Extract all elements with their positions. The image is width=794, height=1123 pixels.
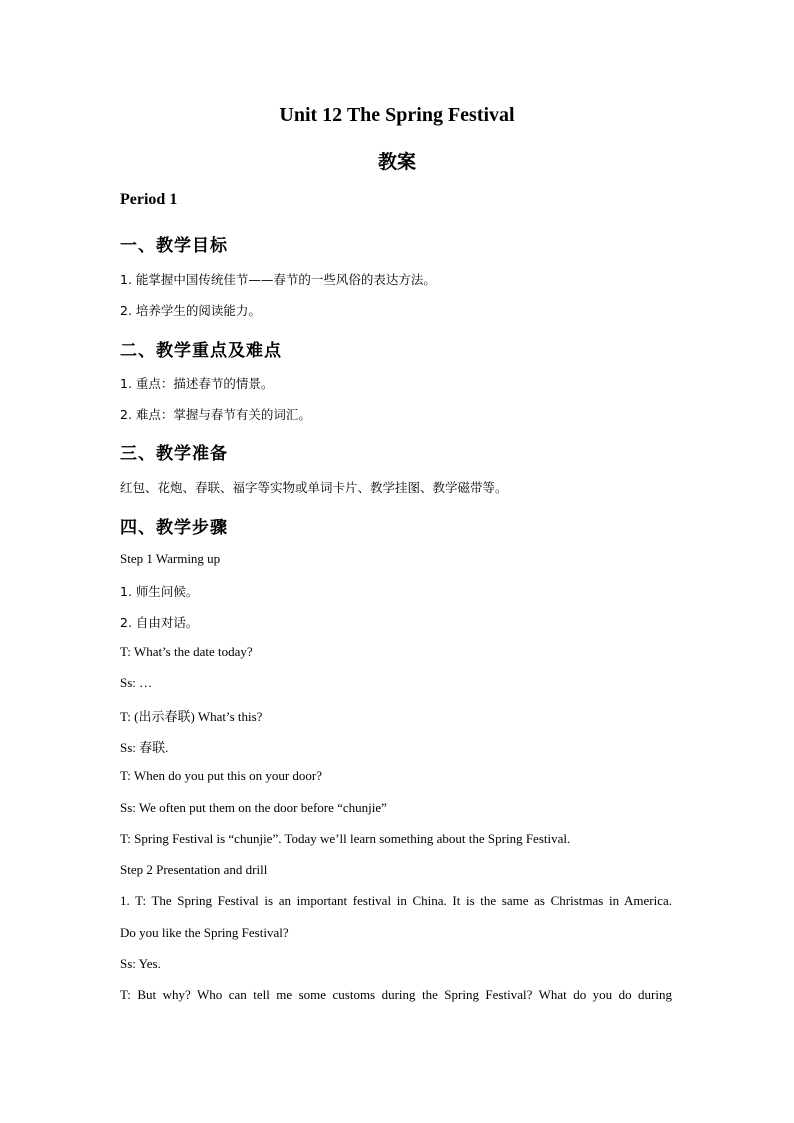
period-label: Period 1: [120, 191, 178, 208]
dialogue-line: T: But why? Who can tell me some customs during the Spring Festival? What do you do during: [120, 987, 672, 1002]
preparation-item: 红包、花炮、春联、福字等实物或单词卡片、教学挂图、教学磁带等。: [120, 480, 508, 495]
step-line: 1. 师生问候。: [120, 584, 199, 599]
dialogue-line: T: When do you put this on your door?: [120, 768, 323, 783]
section-heading-preparation: 三、教学准备: [120, 444, 228, 464]
step-heading: Step 2 Presentation and drill: [120, 862, 268, 877]
document-subtitle: 教案: [377, 151, 416, 173]
dialogue-line: Ss: Yes.: [120, 956, 161, 971]
section-heading-steps: 四、教学步骤: [120, 518, 228, 538]
dialogue-line: T: What’s the date today?: [120, 644, 253, 659]
document-title: Unit 12 The Spring Festival: [279, 104, 515, 126]
dialogue-line: Ss: We often put them on the door before “chunjie”: [120, 800, 387, 815]
dialogue-line: T: (出示春联) What’s this?: [120, 709, 263, 724]
objective-item: 1. 能掌握中国传统佳节——春节的一些风俗的表达方法。: [120, 272, 436, 287]
step-heading: Step 1 Warming up: [120, 551, 221, 566]
step-line: 2. 自由对话。: [120, 615, 199, 630]
objective-item: 2. 培养学生的阅读能力。: [120, 303, 261, 318]
dialogue-line: Do you like the Spring Festival?: [120, 925, 289, 940]
dialogue-line: Ss: …: [120, 675, 153, 690]
key-point-item: 1. 重点：描述春节的情景。: [120, 376, 274, 391]
key-point-item: 2. 难点：掌握与春节有关的词汇。: [120, 407, 311, 422]
section-heading-objectives: 一、教学目标: [120, 236, 228, 256]
dialogue-line: Ss: 春联.: [120, 740, 169, 755]
dialogue-line: 1. T: The Spring Festival is an important festival in China. It is the same as Christmas in America.: [120, 893, 672, 908]
dialogue-line: T: Spring Festival is “chunjie”. Today we’ll learn something about the Spring Festival.: [120, 831, 571, 846]
section-heading-key-points: 二、教学重点及难点: [120, 341, 282, 361]
